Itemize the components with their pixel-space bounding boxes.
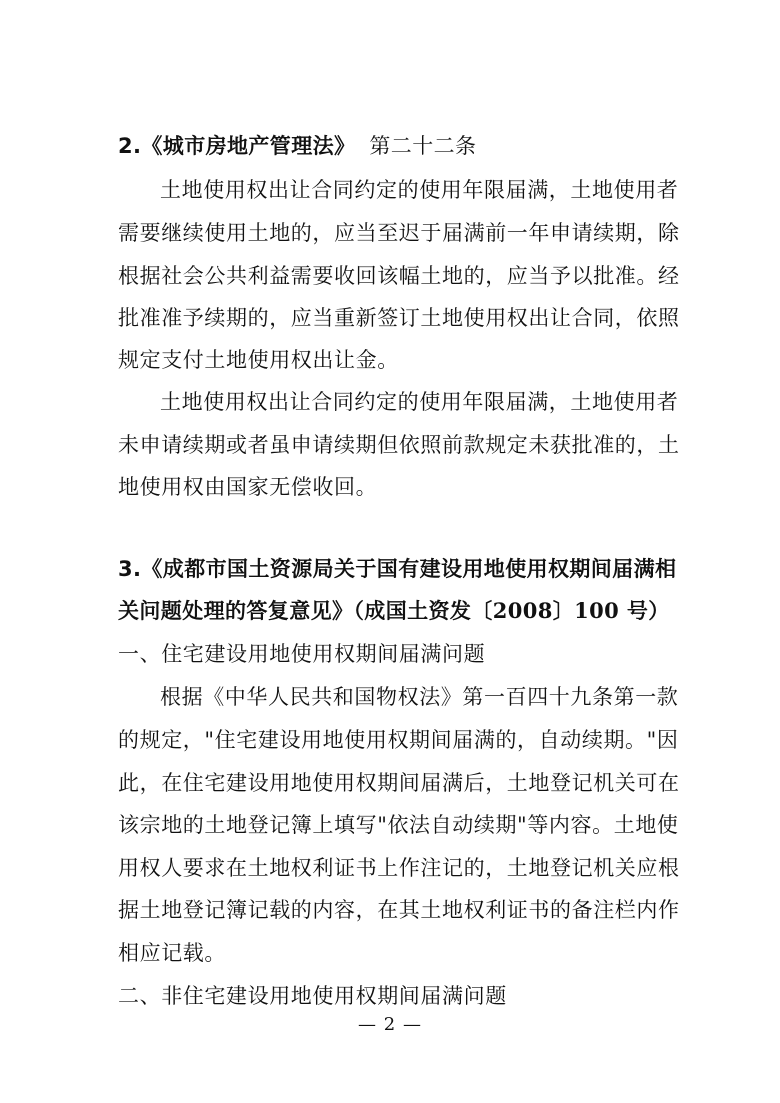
section-3-heading-bold: 关问题处理的答复意见》 (118, 599, 354, 623)
section-2-heading (118, 126, 678, 166)
section-2-para-2-line: 地使用权由国家无偿收回。 (118, 475, 378, 499)
section-3-para-line: 该宗地的土地登记簿上填写"依法自动续期"等内容。土地使 (118, 813, 679, 837)
page-number: — 2 — (358, 1014, 422, 1035)
section-3-para-line: 用权人要求在土地权利证书上作注记的，土地登记机关应根 (118, 856, 680, 880)
section-2-para-1-line: 土地使用权出让合同约定的使用年限届满，土地使用者 (160, 178, 679, 202)
section-2-para-2-line: 未申请续期或者虽申请续期但依照前款规定未获批准的，土 (118, 433, 680, 457)
section-3-para-line: 此，在住宅建设用地使用权期间届满后，土地登记机关可在 (118, 771, 680, 795)
section-3-heading-line: 3.《成都市国土资源局关于国有建设用地使用权期间届满相 (118, 557, 677, 581)
section-3-para-line: 相应记载。 (118, 941, 226, 965)
section-3-para-line: 的规定，"住宅建设用地使用权期间届满的，自动续期。"因 (118, 728, 679, 752)
section-2-number: 2. (118, 134, 142, 158)
section-3-para-line: 据土地登记簿记载的内容，在其土地权利证书的备注栏内作 (118, 898, 680, 922)
section-3-subheading-1: 一、住宅建设用地使用权期间届满问题 (118, 642, 486, 666)
section-3-heading-line (118, 591, 678, 631)
section-2-para-1-line: 根据社会公共利益需要收回该幅土地的，应当予以批准。经 (118, 264, 680, 288)
section-3-para-line: 根据《中华人民共和国物权法》第一百四十九条第一款 (160, 685, 679, 709)
section-2-para-1-line: 需要继续使用土地的，应当至迟于届满前一年申请续期，除 (118, 221, 680, 245)
section-2-para-1-line: 规定支付土地使用权出让金。 (118, 348, 399, 372)
section-2-title: 《城市房地产管理法》 (141, 134, 356, 158)
section-2-para-2-line: 土地使用权出让合同约定的使用年限届满，土地使用者 (160, 390, 679, 414)
section-3-doc-number: （成国土资发〔2008〕100 号） (353, 598, 670, 623)
section-2-para-1-line: 批准准予续期的，应当重新签订土地使用权出让合同，依照 (118, 306, 680, 330)
section-2-article: 第二十二条 (369, 134, 477, 158)
section-3-subheading-2: 二、非住宅建设用地使用权期间届满问题 (118, 984, 507, 1008)
